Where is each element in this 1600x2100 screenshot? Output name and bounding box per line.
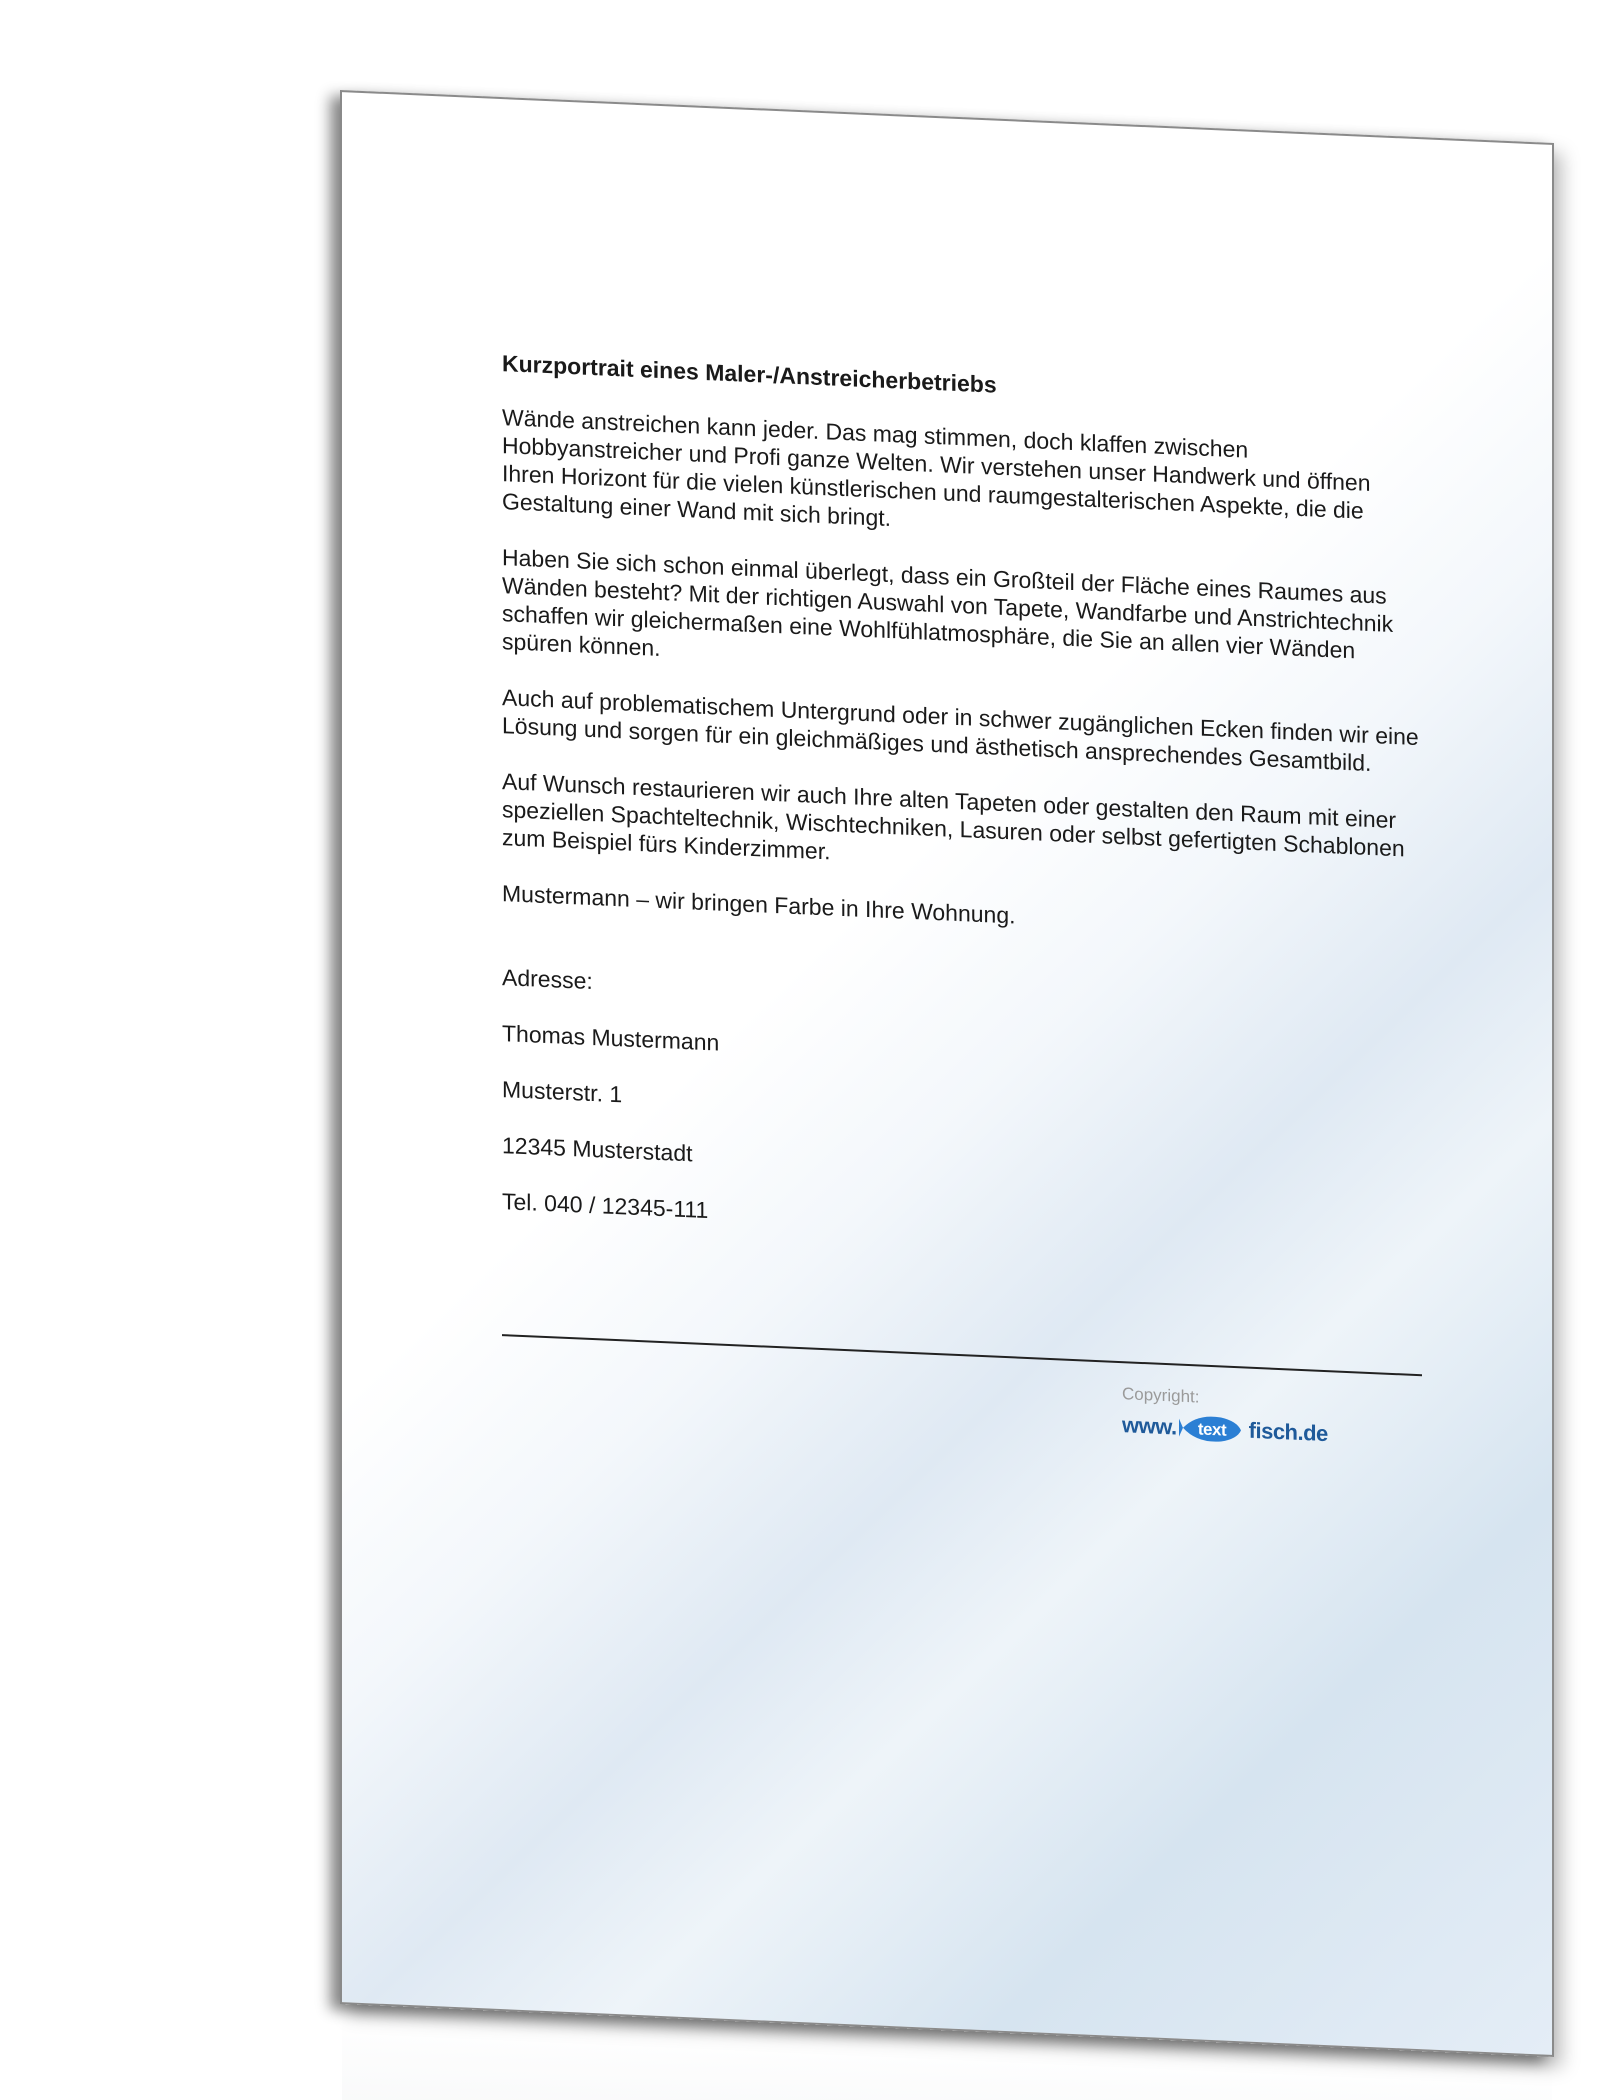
address-city: 12345 Musterstadt [502, 1132, 693, 1167]
paragraph-1: Wände anstreichen kann jeder. Das mag stimmen, doch klaffen zwischen Hobbyanstreicher und Profi ganze Welten. Wir verstehen unser Handwerk und öffnen Ihren Horizont für die vielen künstlerischen und raumgestalterischen Aspekte, die die Gestaltung einer Wand mit sich bringt. [502, 404, 1371, 532]
document-content [502, 349, 1422, 1283]
logo-suffix: .de [1297, 1419, 1328, 1447]
copyright-label: Copyright: [1122, 1384, 1200, 1407]
copyright-block [1122, 1384, 1422, 1477]
address-name: Thomas Mustermann [502, 1020, 720, 1056]
fish-icon [1179, 1411, 1247, 1448]
paragraph-3: Auch auf problematischem Untergrund oder in schwer zugänglichen Ecken finden wir eine Lösung und sorgen für ein gleichmäßiges und ästhetisch ansprechendes Gesamtbild. [502, 684, 1419, 777]
address-phone: Tel. 040 / 12345-111 [502, 1188, 709, 1224]
address-street: Musterstr. 1 [502, 1076, 623, 1108]
document-page [340, 90, 1554, 2057]
paragraph-5: Mustermann – wir bringen Farbe in Ihre Wohnung. [502, 880, 1016, 929]
logo-prefix: www. [1122, 1412, 1177, 1440]
footer-divider [502, 1334, 1422, 1376]
logo-fish-text: text [1197, 1419, 1226, 1440]
document-title: Kurzportrait eines Maler-/Anstreicherbetriebs [502, 350, 997, 398]
address-block [502, 935, 1422, 1283]
logo-middle: fisch [1248, 1417, 1298, 1445]
paragraph-2: Haben Sie sich schon einmal überlegt, dass ein Großteil der Fläche eines Raumes aus Wänden besteht? Mit der richtigen Auswahl von Tapete, Wandfarbe und Anstrichtechnik schaffen wir gleichermaßen eine Wohlfühlatmosphäre, die Sie an allen vier Wänden spüren können. [502, 544, 1394, 664]
address-label: Adresse: [502, 964, 593, 995]
paragraph-4: Auf Wunsch restaurieren wir auch Ihre alten Tapeten oder gestalten den Raum mit einer speziellen Spachteltechnik, Wischtechniken, Lasuren oder selbst gefertigten Schablonen zum Beispiel fürs Kinderzimmer. [502, 768, 1405, 865]
